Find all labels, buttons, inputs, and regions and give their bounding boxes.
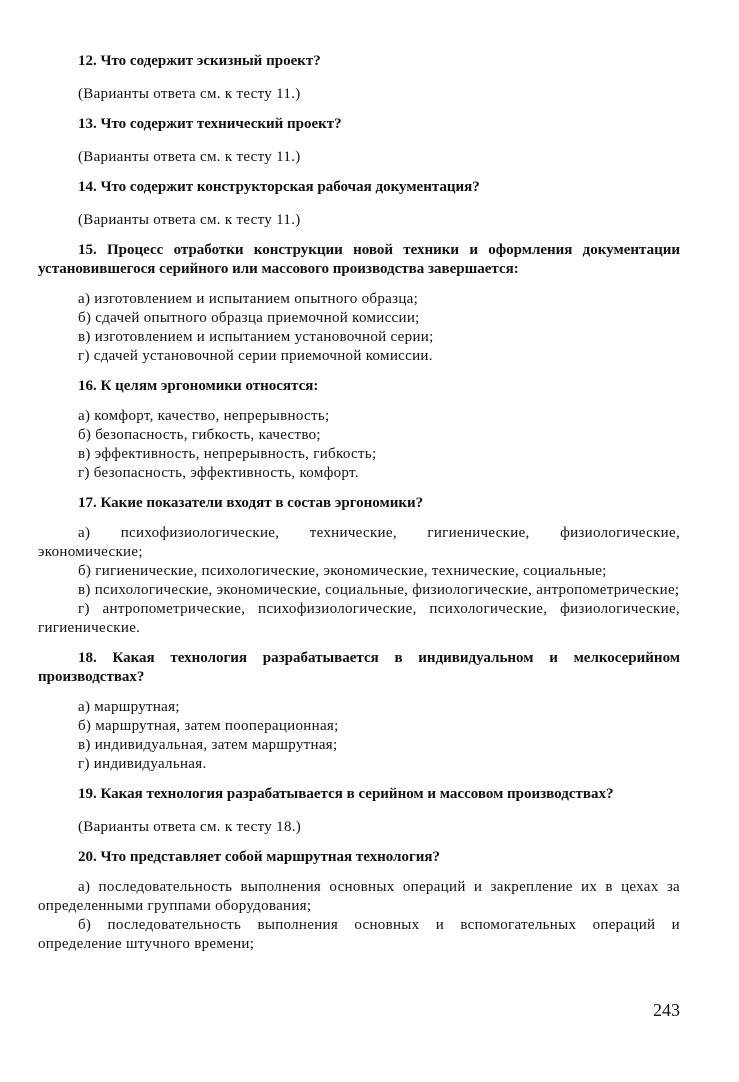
answer-option: а) изготовлением и испытанием опытного образца;: [78, 291, 419, 307]
answer-option: б) маршрутная, затем пооперационная;: [78, 718, 339, 734]
question-18: [38, 649, 680, 785]
question-text: 18. Какая технология разрабатывается в индивидуальном и мелкосерийном производствах?: [38, 650, 680, 685]
question-text: 19. Какая технология разрабатывается в серийном и массовом производствах?: [78, 786, 614, 802]
answer-reference: (Варианты ответа см. к тесту 11.): [78, 149, 301, 165]
answer-option: а) комфорт, качество, непрерывность;: [78, 408, 330, 424]
question-text: 16. К целям эргономики относятся:: [78, 378, 319, 394]
answer-option: в) изготовлением и испытанием установочной серии;: [78, 329, 434, 345]
question-12: [38, 52, 680, 115]
answer-option: б) сдачей опытного образца приемочной комиссии;: [78, 310, 420, 326]
question-text: 20. Что представляет собой маршрутная технология?: [78, 849, 441, 865]
answer-option: а) психофизиологические, технические, гигиенические, физиологические, экономические;: [38, 525, 680, 560]
answer-option: в) эффективность, непрерывность, гибкость;: [78, 446, 377, 462]
answer-option: а) последовательность выполнения основных операций и закрепление их в цехах за определенными группами оборудования;: [38, 879, 680, 914]
answer-option: г) индивидуальная.: [78, 756, 207, 772]
answer-option: б) безопасность, гибкость, качество;: [78, 427, 321, 443]
answer-option: г) безопасность, эффективность, комфорт.: [78, 465, 359, 481]
question-13: [38, 115, 680, 178]
question-text: 12. Что содержит эскизный проект?: [78, 53, 321, 69]
question-text: 14. Что содержит конструкторская рабочая документация?: [78, 179, 480, 195]
answer-option: г) сдачей установочной серии приемочной комиссии.: [78, 348, 433, 364]
answer-reference: (Варианты ответа см. к тесту 18.): [78, 819, 302, 835]
answer-option: в) индивидуальная, затем маршрутная;: [78, 737, 338, 753]
answer-option: б) последовательность выполнения основных и вспомогательных операций и определение штучного времени;: [38, 917, 680, 952]
page-number: 243: [653, 1000, 680, 1020]
document-page: [38, 52, 680, 954]
answer-option: б) гигиенические, психологические, экономические, технические, социальные;: [78, 563, 607, 579]
question-20: [38, 848, 680, 954]
answer-reference: (Варианты ответа см. к тесту 11.): [78, 212, 301, 228]
question-text: 15. Процесс отработки конструкции новой техники и оформления документации установившегося серийного или массового производства завершается:: [38, 242, 680, 277]
answer-reference: (Варианты ответа см. к тесту 11.): [78, 86, 301, 102]
question-text: 17. Какие показатели входят в состав эргономики?: [78, 495, 424, 511]
question-17: [38, 494, 680, 649]
answer-option: в) психологические, экономические, социальные, физиологические, антропометрические;: [78, 582, 680, 598]
question-text: 13. Что содержит технический проект?: [78, 116, 342, 132]
question-19: [38, 785, 680, 848]
answer-option: г) антропометрические, психофизиологические, психологические, физиологические, гигиенические.: [38, 601, 680, 636]
question-16: [38, 377, 680, 494]
question-15: [38, 241, 680, 377]
question-14: [38, 178, 680, 241]
answer-option: а) маршрутная;: [78, 699, 180, 715]
